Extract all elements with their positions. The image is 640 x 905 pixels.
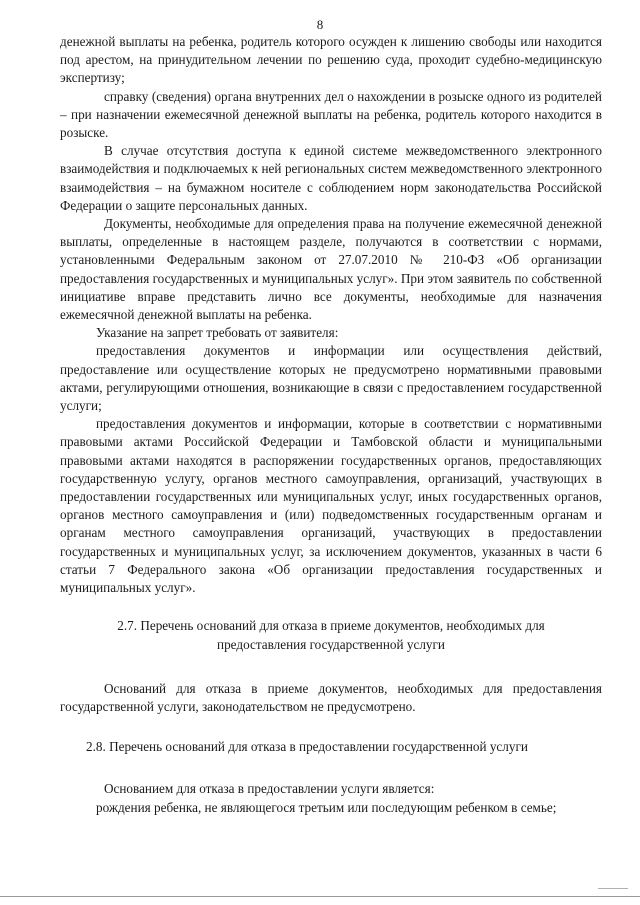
footer-divider xyxy=(0,896,640,897)
page-number: 8 xyxy=(316,17,324,32)
paragraph-prohibition-intro: Указание на запрет требовать от заявителя: xyxy=(96,325,339,341)
paragraph-no-access: В случае отсутствия доступа к единой системе межведомственного электронного взаимодействия и подключаемых к ней региональных систем межведомственного электронного взаимодействия – на бумажном носителе с соблюдением норм законодательства Российской Федерации о защите персональных данных. xyxy=(60,143,602,213)
paragraph-prohibition-1: предоставления документов и информации или осуществления действий, предоставление или осуществление которых не предусмотрено нормативными правовыми актами, регулирующими отношения, возникающие в связи с предоставлением государственной услуги; xyxy=(60,343,602,414)
paragraph-police-certificate: справку (сведения) органа внутренних дел о нахождении в розыске одного из родителей – при назначении ежемесячной денежной выплаты на ребенка, родитель которого находится в розыске. xyxy=(60,88,602,141)
section-2-8-body-1: Основанием для отказа в предоставлении услуги является: xyxy=(104,781,435,797)
section-2-8-body-2: рождения ребенка, не являющегося третьим или последующим ребенком в семье; xyxy=(96,799,557,815)
section-2-7-body: Оснований для отказа в приеме документов, необходимых для предоставления государственной услуги, законодательством не предусмотрено. xyxy=(60,680,602,714)
footer-mark xyxy=(598,888,628,889)
document-body xyxy=(60,33,602,817)
paragraph-continuation: денежной выплаты на ребенка, родитель которого осужден к лишению свободы или находится под арестом, на принудительном лечении по решению суда, проходит судебно-медицинскую экспертизу; xyxy=(60,34,602,86)
paragraph-prohibition-2: предоставления документов и информации, которые в соответствии с нормативными правовыми актами Российской Федерации и Тамбовской области и муниципальными правовыми актами находятся в распоряжении государственных органов, предоставляющих государственную услугу, органов местного самоуправления, организаций, участвующих в предоставлении государственных или муниципальных услуг, иных государственных органов, органов местного самоуправления и (или) подведомственных государственным органам и органам местного самоуправления организаций, участвующих в предоставлении государственных и муниципальных услуг, за исключением документов, указанных в части 6 статьи 7 Федерального закона «Об организации предоставления государственных и муниципальных услуг». xyxy=(60,416,602,596)
section-2-7-heading xyxy=(60,617,602,653)
section-2-8-heading: 2.8. Перечень оснований для отказа в предоставлении государственной услуги xyxy=(86,739,528,755)
section-2-7-heading-line2: предоставления государственной услуги xyxy=(217,636,445,652)
section-2-7-heading-line1: 2.7. Перечень оснований для отказа в приеме документов, необходимых для xyxy=(117,618,545,634)
paragraph-documents-required: Документы, необходимые для определения права на получение ежемесячной денежной выплаты, определенные в настоящем разделе, получаются в соответствии с нормами, установленными Федеральным законом от 27.07.2010 № 210-ФЗ «Об организации предоставления государственных и муниципальных услуг». При этом заявитель по собственной инициативе вправе представить лично все документы, необходимые для назначения ежемесячной денежной выплаты на ребенка. xyxy=(60,216,602,323)
